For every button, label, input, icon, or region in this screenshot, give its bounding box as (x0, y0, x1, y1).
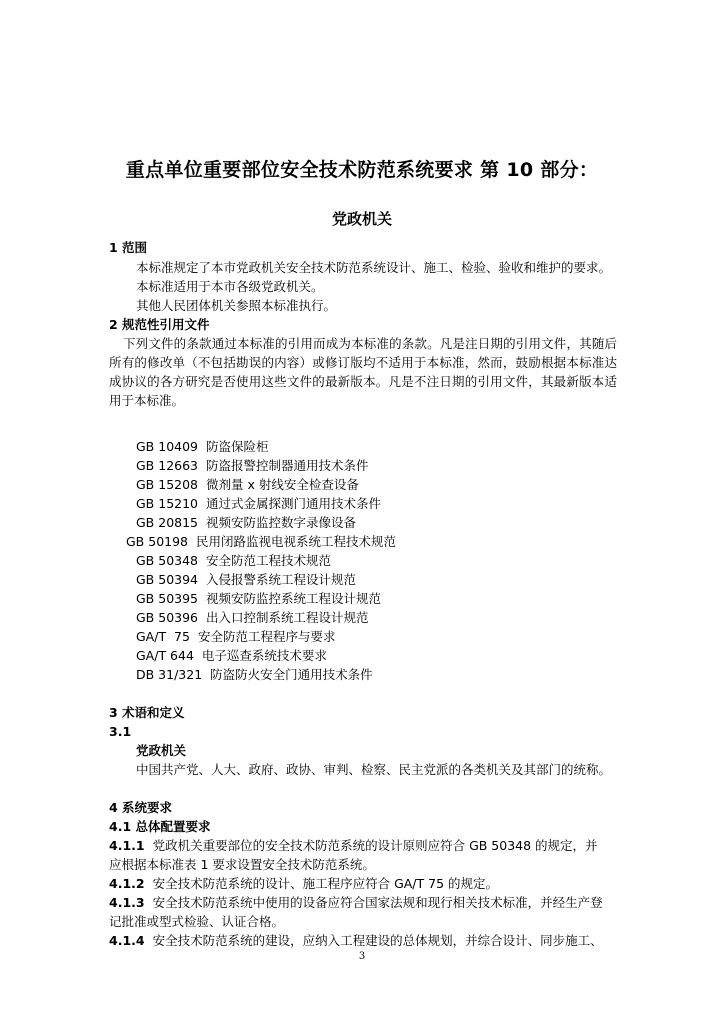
clause-number: 4.1.3 (109, 895, 145, 910)
section-4-heading: 4 系统要求 (109, 800, 173, 815)
reference-item (136, 496, 381, 512)
section-1-paragraph: 其他人民团体机关参照本标准执行。 (136, 298, 337, 313)
section-3-heading: 3 术语和定义 (109, 705, 185, 720)
reference-item (136, 439, 269, 455)
reference-code: GA/T 644 (136, 648, 194, 663)
clause (109, 933, 603, 949)
clause-text: 党政机关重要部位的安全技术防范系统的设计原则应符合 GB 50348 的规定，并 (152, 838, 598, 853)
section-2-heading: 2 规范性引用文件 (109, 317, 210, 332)
clause (109, 895, 603, 911)
section-1-heading: 1 范围 (109, 240, 148, 255)
reference-code: GB 50198 (126, 534, 188, 549)
reference-code: GB 15210 (136, 496, 198, 511)
clause-continuation: 记批准或型式检验、认证合格。 (109, 914, 285, 929)
term-definition: 中国共产党、人大、政府、政协、审判、检察、民主党派的各类机关及其部门的统称。 (136, 762, 612, 777)
reference-name: 民用闭路监视电视系统工程技术规范 (196, 534, 397, 549)
clause-continuation: 应根据本标准表 1 要求设置安全技术防范系统。 (109, 857, 375, 872)
clause-text: 安全技术防范系统中使用的设备应符合国家法规和现行相关技术标准，并经生产登 (152, 895, 603, 910)
reference-name: 出入口控制系统工程设计规范 (206, 610, 369, 625)
reference-name: 电子巡查系统技术要求 (201, 648, 327, 663)
reference-code: GB 20815 (136, 515, 198, 530)
reference-code: GB 50394 (136, 572, 198, 587)
reference-code: DB 31/321 (136, 667, 203, 682)
reference-item (136, 515, 356, 531)
reference-item (136, 458, 369, 474)
reference-code: GB 50395 (136, 591, 198, 606)
term-name: 党政机关 (136, 743, 187, 758)
section-2-paragraph: 下列文件的条款通过本标准的引用而成为本标准的条款。凡是注日期的引用文件，其随后所有的修改单（不包括勘误的内容）或修订版均不适用于本标准，然而，鼓励根据本标准达成协议的各方研究是否使用这些文件的最新版本。凡是不注日期的引用文件，其最新版本适用于本标准。 (109, 336, 617, 408)
reference-item (136, 553, 331, 569)
subsection-number: 3.1 (109, 724, 132, 739)
reference-name: 防盗防火安全门通用技术条件 (210, 667, 373, 682)
reference-code: GB 12663 (136, 458, 198, 473)
reference-code: GB 10409 (136, 439, 198, 454)
reference-item (136, 477, 359, 493)
reference-item (126, 534, 396, 550)
reference-name: 视频安防监控数字录像设备 (206, 515, 357, 530)
reference-item (136, 572, 356, 588)
reference-code: GB 50396 (136, 610, 198, 625)
reference-item (136, 648, 327, 664)
reference-name: 通过式金属探测门通用技术条件 (206, 496, 382, 511)
reference-name: 安全防范工程程序与要求 (197, 629, 336, 644)
clause (109, 838, 598, 854)
subsection-heading: 4.1 总体配置要求 (109, 819, 211, 834)
reference-code: GB 15208 (136, 477, 198, 492)
clause-text: 安全技术防范系统的建设，应纳入工程建设的总体规划，并综合设计、同步施工、 (152, 933, 603, 948)
reference-name: 防盗保险柜 (206, 439, 269, 454)
clause-number: 4.1.1 (109, 838, 145, 853)
reference-code: GB 50348 (136, 553, 198, 568)
document-title: 重点单位重要部位安全技术防范系统要求 第 10 部分： (125, 159, 599, 181)
page-number: 3 (358, 951, 366, 962)
section-1-paragraph: 本标准适用于本市各级党政机关。 (136, 279, 324, 294)
clause-number: 4.1.4 (109, 933, 145, 948)
document-subtitle: 党政机关 (331, 210, 392, 228)
reference-code: GA/T 75 (136, 629, 190, 644)
reference-name: 视频安防监控系统工程设计规范 (206, 591, 382, 606)
clause-text: 安全技术防范系统的设计、施工程序应符合 GA/T 75 的规定。 (152, 876, 499, 891)
clause (109, 876, 498, 892)
reference-item (136, 591, 381, 607)
clause-number: 4.1.2 (109, 876, 145, 891)
reference-name: 防盗报警控制器通用技术条件 (206, 458, 369, 473)
reference-name: 入侵报警系统工程设计规范 (206, 572, 357, 587)
reference-name: 安全防范工程技术规范 (206, 553, 332, 568)
reference-item (136, 667, 373, 683)
section-1-paragraph: 本标准规定了本市党政机关安全技术防范系统设计、施工、检验、验收和维护的要求。 (136, 260, 612, 275)
reference-name: 微剂量 x 射线安全检查设备 (206, 477, 359, 492)
reference-item (136, 629, 335, 645)
reference-item (136, 610, 369, 626)
